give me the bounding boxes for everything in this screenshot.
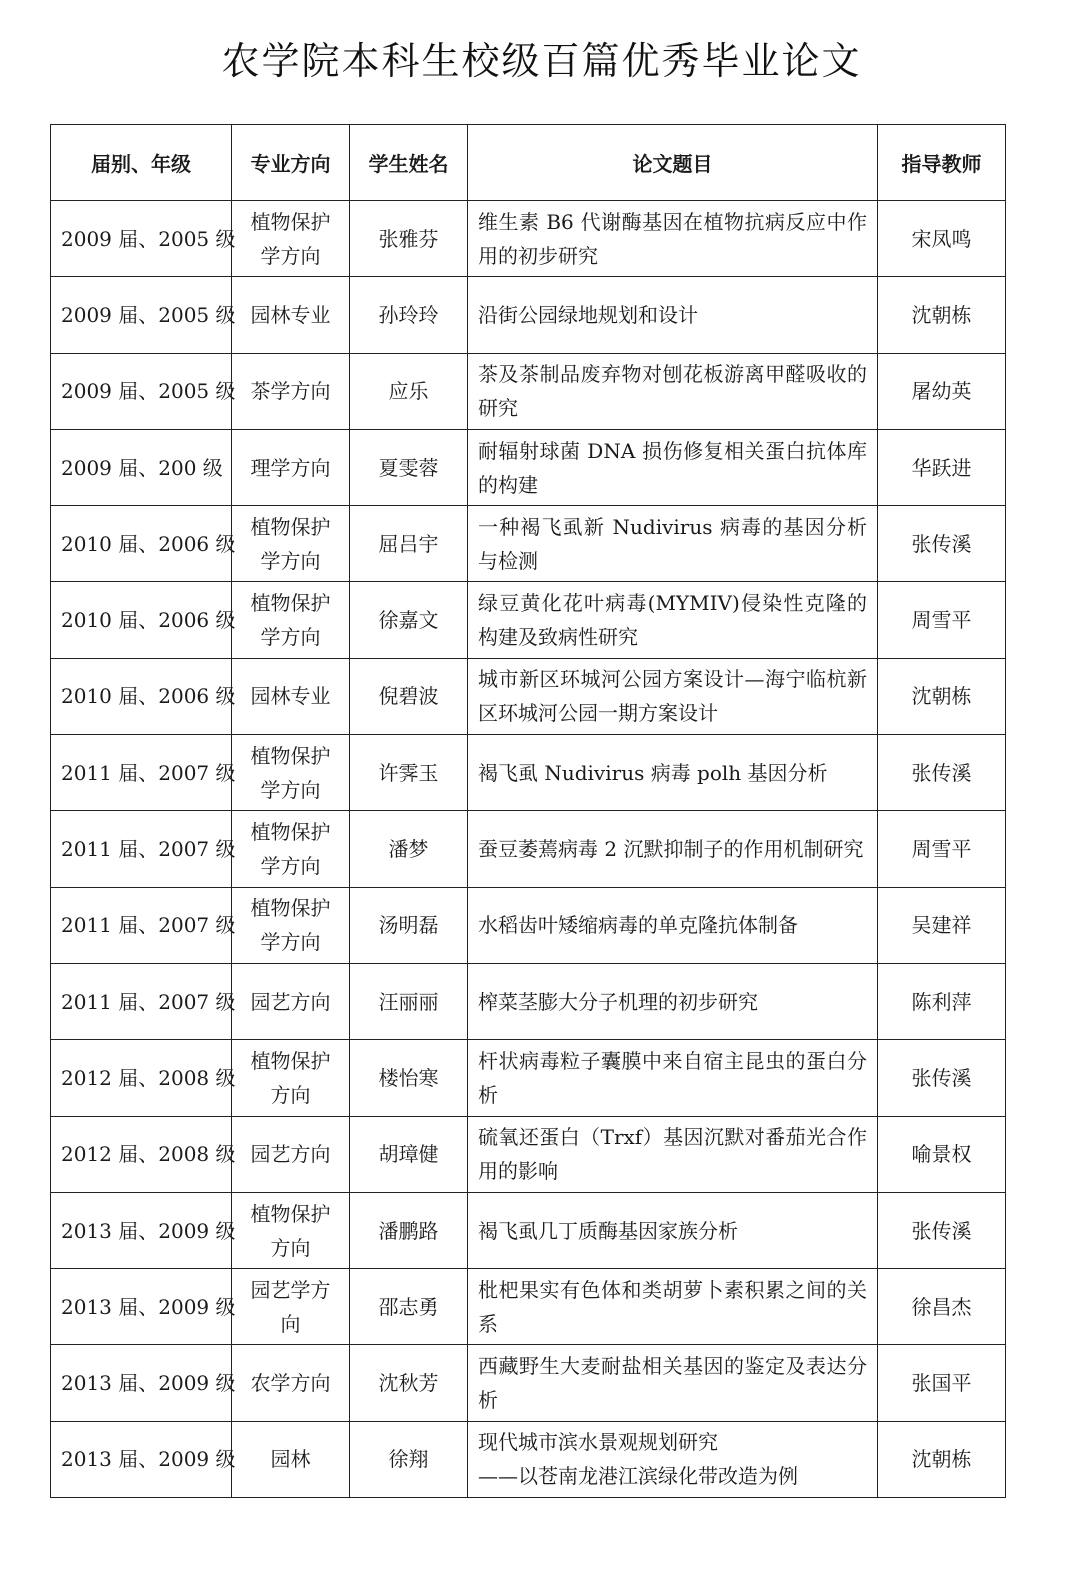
cell-student: 夏雯蓉 — [350, 429, 468, 505]
cell-topic: 一种褐飞虱新 Nudivirus 病毒的基因分析与检测 — [468, 506, 878, 582]
table-row — [51, 963, 1006, 1039]
cell-advisor: 张传溪 — [878, 735, 1006, 811]
table-row — [51, 658, 1006, 734]
cell-major: 植物保护学方向 — [232, 811, 350, 887]
cell-topic: 城市新区环城河公园方案设计—海宁临杭新区环城河公园一期方案设计 — [468, 658, 878, 734]
header-major: 专业方向 — [232, 125, 350, 201]
cell-advisor: 周雪平 — [878, 811, 1006, 887]
cell-advisor: 宋凤鸣 — [878, 201, 1006, 277]
header-advisor: 指导教师 — [878, 125, 1006, 201]
cell-student: 许霁玉 — [350, 735, 468, 811]
cell-year: 2013 届、2009 级 — [51, 1345, 232, 1421]
cell-year: 2010 届、2006 级 — [51, 582, 232, 658]
table-row — [51, 277, 1006, 353]
cell-topic: 沿街公园绿地规划和设计 — [468, 277, 878, 353]
table-row — [51, 887, 1006, 963]
cell-year: 2011 届、2007 级 — [51, 811, 232, 887]
table-row — [51, 353, 1006, 429]
cell-student: 孙玲玲 — [350, 277, 468, 353]
cell-major: 植物保护方向 — [232, 1192, 350, 1268]
cell-advisor: 沈朝栋 — [878, 277, 1006, 353]
cell-year: 2009 届、2005 级 — [51, 201, 232, 277]
cell-topic: 杆状病毒粒子囊膜中来自宿主昆虫的蛋白分析 — [468, 1040, 878, 1116]
cell-major: 园艺方向 — [232, 1116, 350, 1192]
topic-line: 现代城市滨水景观规划研究 — [478, 1430, 718, 1455]
table-row — [51, 735, 1006, 811]
cell-year: 2010 届、2006 级 — [51, 506, 232, 582]
cell-advisor: 周雪平 — [878, 582, 1006, 658]
table-row — [51, 1345, 1006, 1421]
cell-topic: 硫氧还蛋白（Trxf）基因沉默对番茄光合作用的影响 — [468, 1116, 878, 1192]
cell-major: 理学方向 — [232, 429, 350, 505]
cell-student: 楼怡寒 — [350, 1040, 468, 1116]
table-row — [51, 1040, 1006, 1116]
cell-topic: 西藏野生大麦耐盐相关基因的鉴定及表达分析 — [468, 1345, 878, 1421]
cell-student: 汪丽丽 — [350, 963, 468, 1039]
cell-topic: 茶及茶制品废弃物对刨花板游离甲醛吸收的研究 — [468, 353, 878, 429]
cell-student: 徐嘉文 — [350, 582, 468, 658]
cell-topic: 榨菜茎膨大分子机理的初步研究 — [468, 963, 878, 1039]
table-row — [51, 1421, 1006, 1497]
cell-major: 农学方向 — [232, 1345, 350, 1421]
header-student: 学生姓名 — [350, 125, 468, 201]
cell-major: 植物保护学方向 — [232, 887, 350, 963]
cell-topic: 耐辐射球菌 DNA 损伤修复相关蛋白抗体库的构建 — [468, 429, 878, 505]
cell-topic: 水稻齿叶矮缩病毒的单克隆抗体制备 — [468, 887, 878, 963]
cell-advisor: 张国平 — [878, 1345, 1006, 1421]
cell-major: 园艺方向 — [232, 963, 350, 1039]
cell-advisor: 沈朝栋 — [878, 658, 1006, 734]
cell-advisor: 张传溪 — [878, 506, 1006, 582]
cell-year: 2013 届、2009 级 — [51, 1192, 232, 1268]
cell-student: 潘梦 — [350, 811, 468, 887]
cell-year: 2013 届、2009 级 — [51, 1269, 232, 1345]
cell-major: 园林 — [232, 1421, 350, 1497]
cell-topic: 枇杷果实有色体和类胡萝卜素积累之间的关系 — [468, 1269, 878, 1345]
cell-topic: 褐飞虱 Nudivirus 病毒 polh 基因分析 — [468, 735, 878, 811]
cell-year: 2010 届、2006 级 — [51, 658, 232, 734]
cell-student: 潘鹏路 — [350, 1192, 468, 1268]
table-row — [51, 1269, 1006, 1345]
cell-year: 2009 届、200 级 — [51, 429, 232, 505]
cell-major: 植物保护学方向 — [232, 506, 350, 582]
cell-major: 植物保护学方向 — [232, 201, 350, 277]
table-row — [51, 201, 1006, 277]
cell-major: 茶学方向 — [232, 353, 350, 429]
cell-student: 倪碧波 — [350, 658, 468, 734]
table-row — [51, 1116, 1006, 1192]
cell-major: 植物保护学方向 — [232, 735, 350, 811]
cell-major: 园林专业 — [232, 277, 350, 353]
cell-advisor: 沈朝栋 — [878, 1421, 1006, 1497]
cell-major: 园林专业 — [232, 658, 350, 734]
cell-year: 2011 届、2007 级 — [51, 735, 232, 811]
page-title: 农学院本科生校级百篇优秀毕业论文 — [221, 39, 862, 83]
table-header-row — [51, 125, 1006, 201]
table-row — [51, 582, 1006, 658]
cell-year: 2009 届、2005 级 — [51, 277, 232, 353]
cell-advisor: 张传溪 — [878, 1040, 1006, 1116]
cell-advisor: 屠幼英 — [878, 353, 1006, 429]
cell-student: 沈秋芳 — [350, 1345, 468, 1421]
cell-advisor: 喻景权 — [878, 1116, 1006, 1192]
cell-student: 徐翔 — [350, 1421, 468, 1497]
table-row — [51, 429, 1006, 505]
thesis-table — [50, 124, 1006, 1498]
cell-advisor: 吴建祥 — [878, 887, 1006, 963]
cell-topic: 褐飞虱几丁质酶基因家族分析 — [468, 1192, 878, 1268]
cell-student: 汤明磊 — [350, 887, 468, 963]
header-year: 届别、年级 — [51, 125, 232, 201]
cell-major: 园艺学方向 — [232, 1269, 350, 1345]
table-row — [51, 811, 1006, 887]
table-row — [51, 506, 1006, 582]
cell-advisor: 徐昌杰 — [878, 1269, 1006, 1345]
cell-topic: 维生素 B6 代谢酶基因在植物抗病反应中作用的初步研究 — [468, 201, 878, 277]
table-row — [51, 1192, 1006, 1268]
cell-year: 2012 届、2008 级 — [51, 1116, 232, 1192]
cell-student: 张雅芬 — [350, 201, 468, 277]
cell-year: 2011 届、2007 级 — [51, 887, 232, 963]
cell-student: 邵志勇 — [350, 1269, 468, 1345]
cell-year: 2012 届、2008 级 — [51, 1040, 232, 1116]
cell-advisor: 陈利萍 — [878, 963, 1006, 1039]
cell-topic — [468, 1421, 878, 1497]
cell-advisor: 华跃进 — [878, 429, 1006, 505]
cell-student: 屈吕宇 — [350, 506, 468, 582]
cell-student: 胡璋健 — [350, 1116, 468, 1192]
cell-major: 植物保护学方向 — [232, 582, 350, 658]
cell-major: 植物保护方向 — [232, 1040, 350, 1116]
cell-topic: 蚕豆萎蔫病毒 2 沉默抑制子的作用机制研究 — [468, 811, 878, 887]
cell-topic: 绿豆黄化花叶病毒(MYMIV)侵染性克隆的构建及致病性研究 — [468, 582, 878, 658]
cell-year: 2013 届、2009 级 — [51, 1421, 232, 1497]
cell-year: 2011 届、2007 级 — [51, 963, 232, 1039]
cell-student: 应乐 — [350, 353, 468, 429]
cell-advisor: 张传溪 — [878, 1192, 1006, 1268]
header-topic: 论文题目 — [468, 125, 878, 201]
topic-subtitle-line: ——以苍南龙港江滨绿化带改造为例 — [478, 1464, 798, 1489]
cell-year: 2009 届、2005 级 — [51, 353, 232, 429]
